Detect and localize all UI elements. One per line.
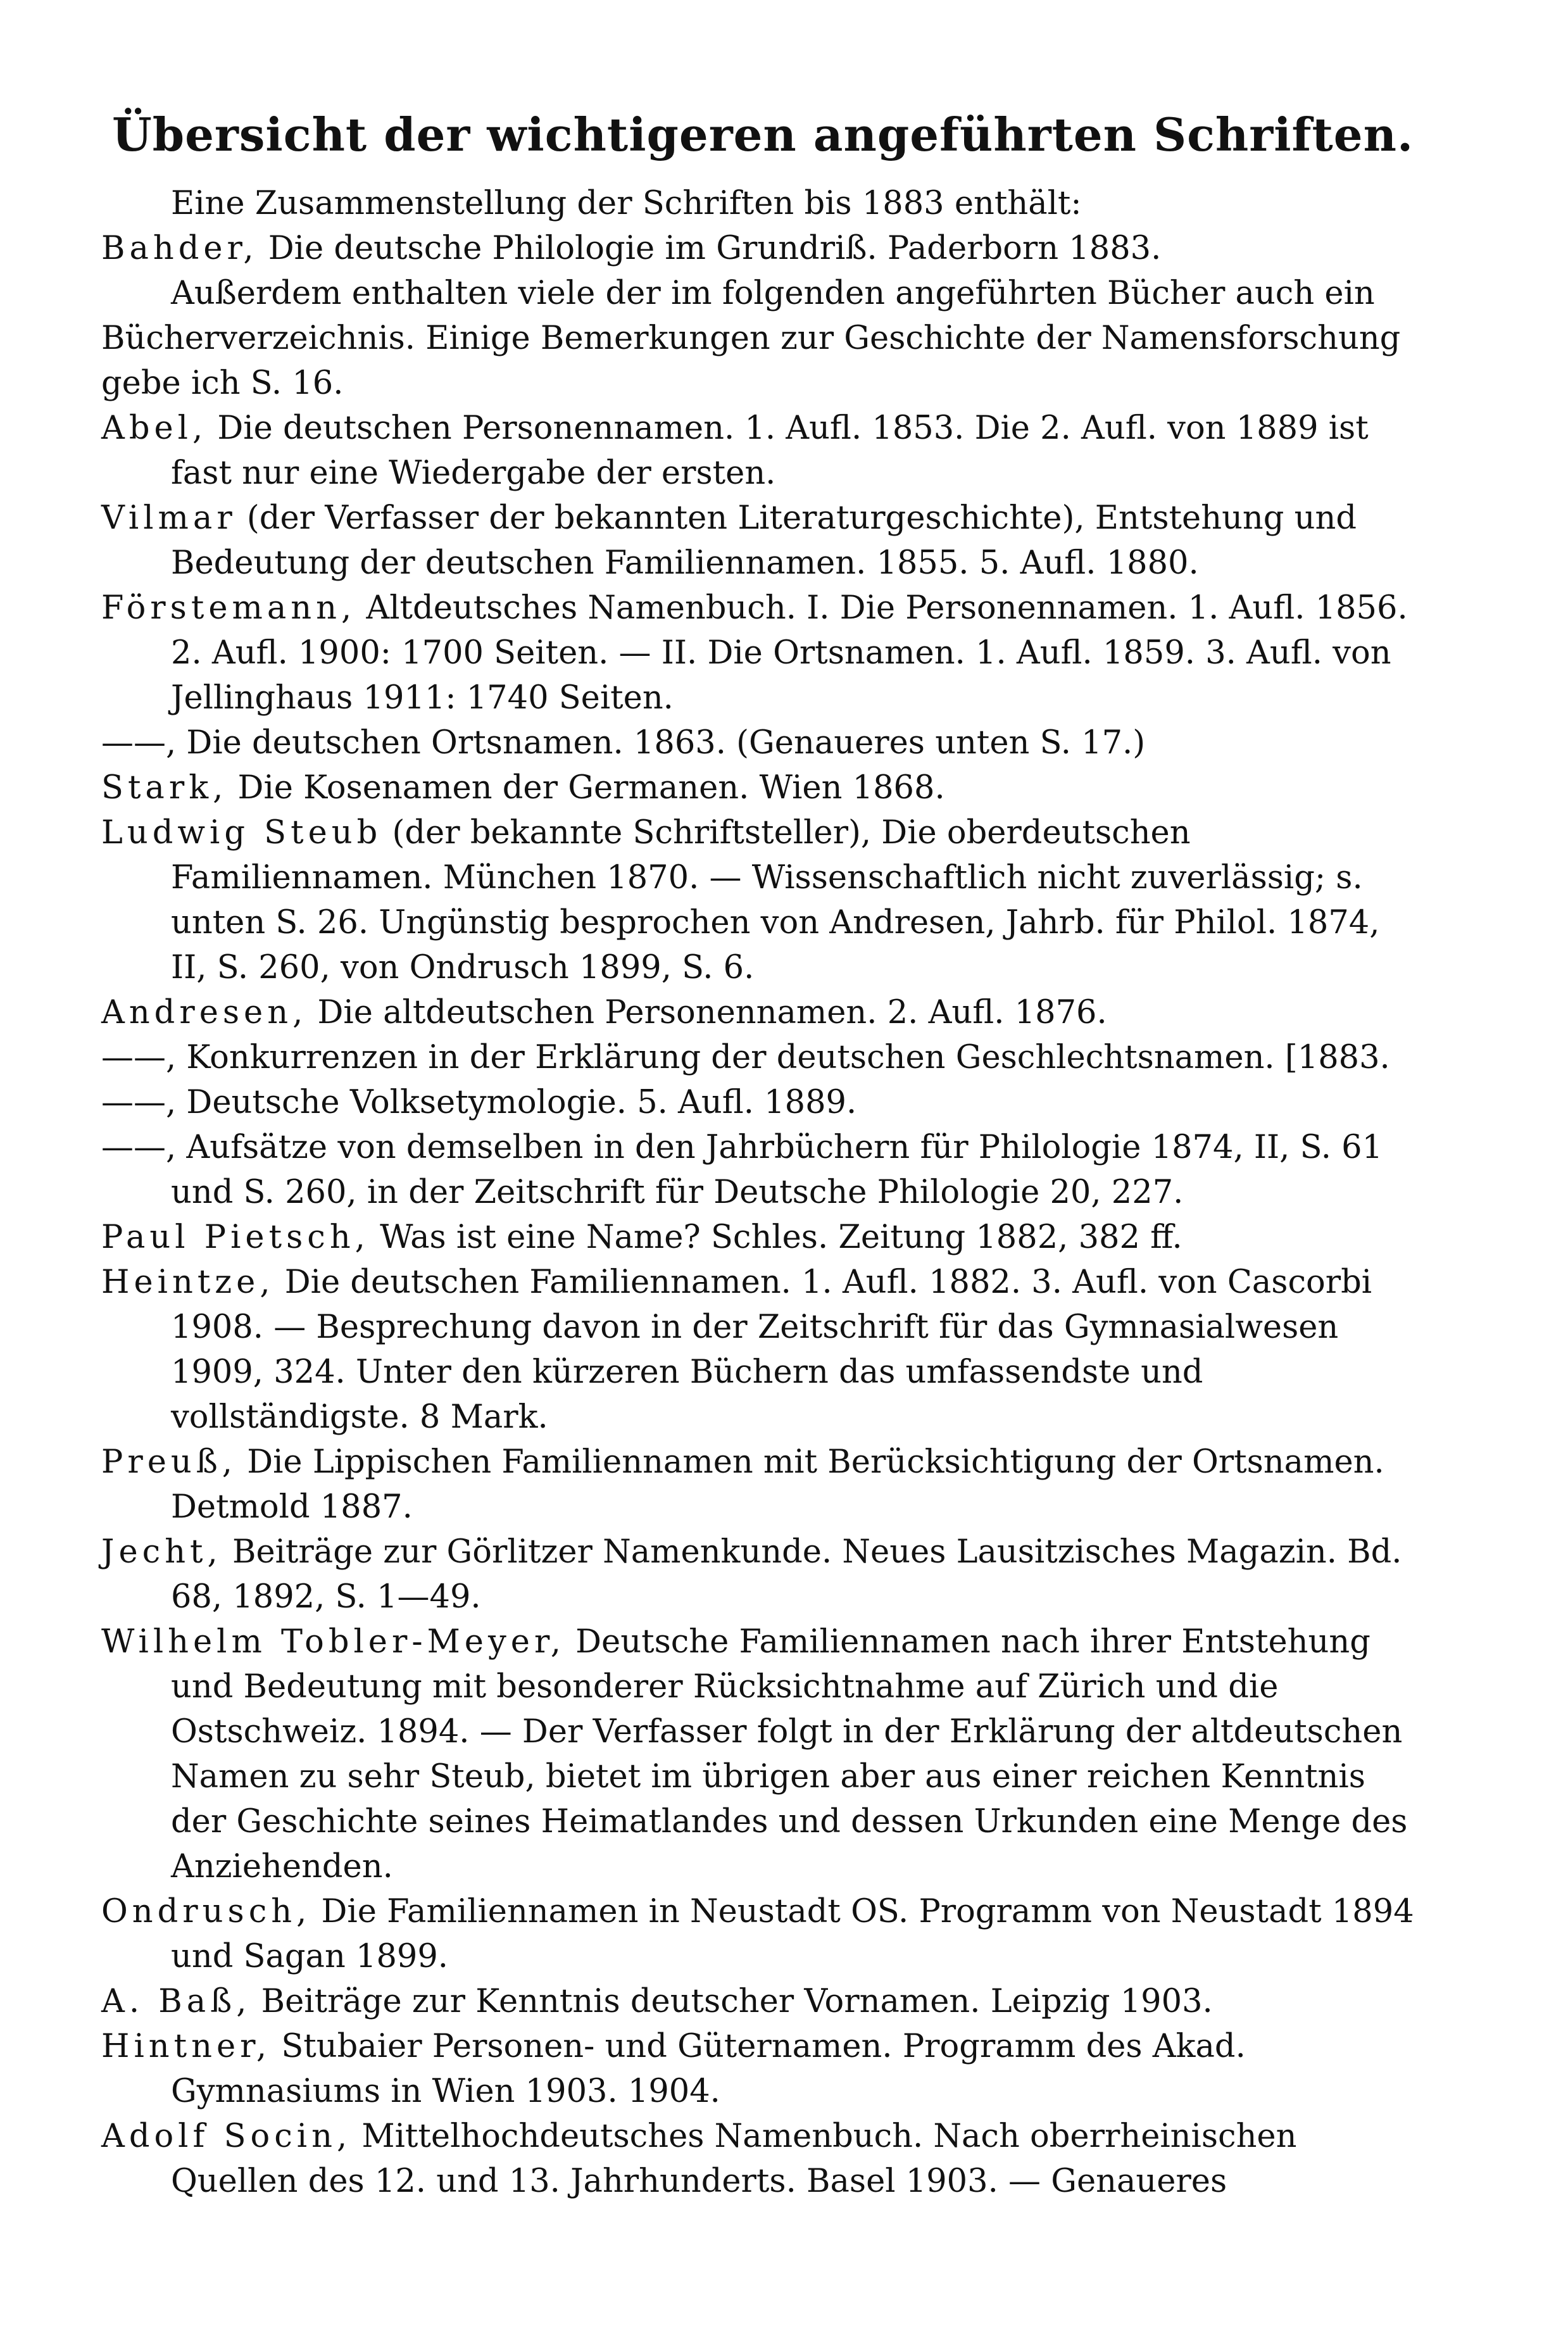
bibliography-entry (101, 765, 1424, 810)
entry-author: Wilhelm Tobler-Meyer, (101, 1623, 565, 1661)
entry-text: Die deutschen Ortsnamen. 1863. (Genaueres unten S. 17.) (176, 724, 1146, 762)
entry-text: (der bekannte Schriftsteller), Die oberdeutschen Familiennamen. München 1870. — Wissenschaftlich nicht zuverlässig; s. unten S. 26. Ungünstig besprochen von Andresen, Jahrb. für Philol. 1874, II, S. 260, von Ondrusch 1899, S. 6. (171, 814, 1380, 987)
entry-author: Andresen, (101, 994, 308, 1032)
entry-author: Heintze, (101, 1264, 275, 1302)
entry-text: Außerdem enthalten viele der im folgenden angeführten Bücher auch ein Bücherverzeichnis. Einige Bemerkungen zur Geschichte der Namensforschung gebe ich S. 16. (101, 275, 1401, 403)
entry-text: Beiträge zur Görlitzer Namenkunde. Neues Lausitzisches Magazin. Bd. 68, 1892, S. 1—49. (171, 1533, 1402, 1616)
bibliography-entry (101, 1889, 1424, 1979)
entry-author: Adolf Socin, (101, 2118, 352, 2156)
page-title: Übersicht der wichtigeren angeführten Schriften. (111, 108, 1414, 161)
bibliography-entry (101, 1979, 1424, 2024)
bibliography-entry (101, 1125, 1424, 1215)
entry-text: Die Familiennamen in Neustadt OS. Programm von Neustadt 1894 und Sagan 1899. (171, 1893, 1414, 1976)
entry-author: Bahder, (101, 230, 258, 268)
bibliography-entry (101, 496, 1424, 586)
entry-text: Konkurrenzen in der Erklärung der deutschen Geschlechtsnamen. [1883. (176, 1039, 1390, 1077)
entry-text: Stubaier Personen- und Güternamen. Programm des Akad. Gymnasiums in Wien 1903. 1904. (171, 2028, 1246, 2111)
entry-author: ——, (101, 1084, 177, 1122)
bibliography-entry (101, 810, 1424, 990)
entry-text: Die deutschen Personennamen. 1. Aufl. 1853. Die 2. Aufl. von 1889 ist fast nur eine Wiedergabe der ersten. (171, 410, 1369, 493)
entry-author: Ondrusch, (101, 1893, 311, 1931)
entry-text: Die deutsche Philologie im Grundriß. Paderborn 1883. (258, 230, 1162, 268)
bibliography-entry (101, 1619, 1424, 1889)
entry-text: Die Lippischen Familiennamen mit Berücksichtigung der Ortsnamen. Detmold 1887. (171, 1443, 1384, 1526)
entry-author: ——, (101, 1039, 177, 1077)
bibliography-entry (101, 720, 1424, 765)
entry-author: ——, (101, 1129, 177, 1167)
entry-author: A. Baß, (101, 1983, 251, 2021)
entry-author: Abel, (101, 410, 208, 448)
entry-text: Aufsätze von demselben in den Jahrbüchern für Philologie 1874, II, S. 61 und S. 260, in der Zeitschrift für Deutsche Philologie 20, 227. (171, 1129, 1383, 1212)
bibliography-entry (101, 1530, 1424, 1619)
bibliography-entry (101, 1440, 1424, 1530)
entry-text: Was ist eine Name? Schles. Zeitung 1882, 382 ff. (369, 1219, 1182, 1257)
entry-author: Hintner, (101, 2028, 272, 2066)
entry-text: Die deutschen Familiennamen. 1. Aufl. 1882. 3. Aufl. von Cascorbi 1908. — Besprechung davon in der Zeitschrift für das Gymnasialwesen 1909, 324. Unter den kürzeren Büchern das umfassendste und vollständigste. 8 Mark. (171, 1264, 1372, 1437)
bibliography-entry (101, 1080, 1424, 1125)
entry-author: Vilmar (101, 500, 237, 538)
bibliography-entry (101, 586, 1424, 720)
bibliography-entry (101, 226, 1424, 271)
book-page (101, 108, 1424, 2260)
bibliography-entry (101, 2024, 1424, 2114)
intro-line: Eine Zusammenstellung der Schriften bis 1883 enthält: (171, 185, 1082, 223)
bibliography-entry (101, 2114, 1424, 2204)
entry-text: Beiträge zur Kenntnis deutscher Vornamen. Leipzig 1903. (251, 1983, 1213, 2021)
entry-author: Stark, (101, 769, 228, 807)
entry-text: Mittelhochdeutsches Namenbuch. Nach oberrheinischen Quellen des 12. und 13. Jahrhunderts. Basel 1903. — Genaueres (171, 2118, 1297, 2201)
bibliography-entry (101, 1215, 1424, 1260)
bibliography-entry (101, 406, 1424, 496)
entry-text: (der Verfasser der bekannten Literaturgeschichte), Entstehung und Bedeutung der deutschen Familiennamen. 1855. 5. Aufl. 1880. (171, 500, 1357, 582)
bibliography-entry (101, 1260, 1424, 1440)
bibliography-entry (101, 1035, 1424, 1080)
entry-author: Jecht, (101, 1533, 222, 1571)
entry-author: Paul Pietsch, (101, 1219, 370, 1257)
bibliography-note (101, 271, 1424, 406)
bibliography-entry (101, 990, 1424, 1035)
entry-text: Deutsche Volksetymologie. 5. Aufl. 1889. (176, 1084, 857, 1122)
entry-text: Die altdeutschen Personennamen. 2. Aufl. 1876. (307, 994, 1107, 1032)
entry-text: Altdeutsches Namenbuch. I. Die Personennamen. 1. Aufl. 1856. 2. Aufl. 1900: 1700 Seiten. — II. Die Ortsnamen. 1. Aufl. 1859. 3. Aufl. von Jellinghaus 1911: 1740 Seiten. (171, 589, 1408, 717)
entry-author: Förstemann, (101, 589, 356, 627)
entry-author: ——, (101, 724, 177, 762)
entry-text: Deutsche Familiennamen nach ihrer Entstehung und Bedeutung mit besonderer Rücksichtnahme auf Zürich und die Ostschweiz. 1894. — Der Verfasser folgt in der Erklärung der altdeutschen Namen zu sehr Steub, bietet im übrigen aber aus einer reichen Kenntnis der Geschichte seines Heimatlandes und dessen Urkunden eine Menge des Anziehenden. (171, 1623, 1408, 1886)
entry-author: Preuß, (101, 1443, 237, 1481)
entry-author: Ludwig Steub (101, 814, 382, 852)
entry-text: Die Kosenamen der Germanen. Wien 1868. (227, 769, 945, 807)
